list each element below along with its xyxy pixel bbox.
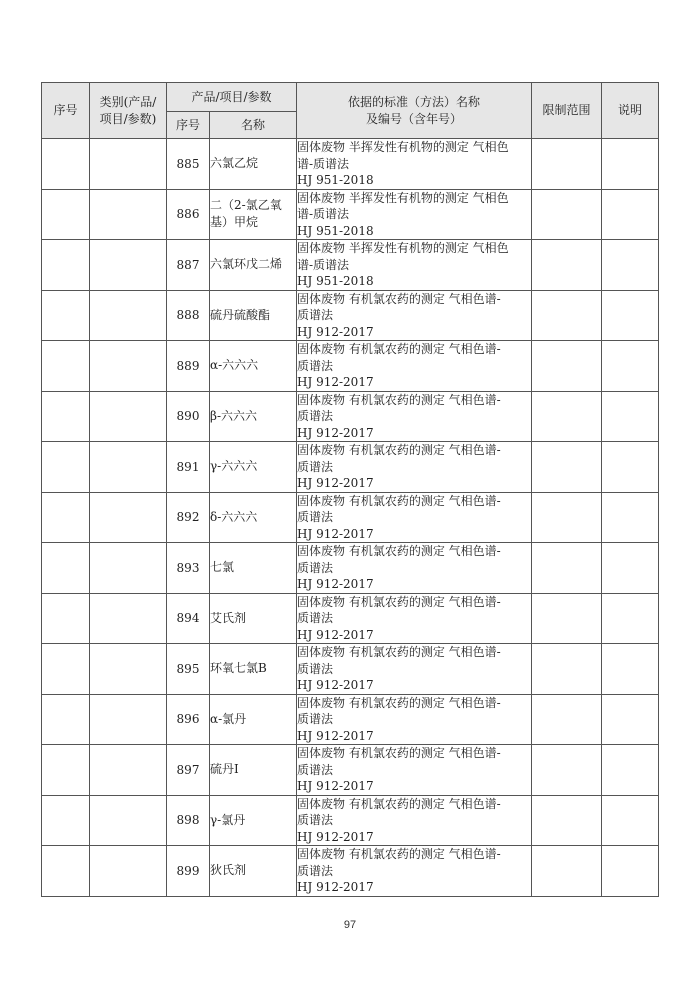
product-name-cell: 六氯乙烷 bbox=[210, 139, 297, 190]
header-product-seq: 序号 bbox=[167, 112, 210, 139]
note-cell bbox=[602, 189, 659, 240]
standard-cell bbox=[297, 240, 532, 291]
table-row bbox=[42, 543, 659, 594]
note-cell bbox=[602, 391, 659, 442]
seq-cell bbox=[42, 442, 90, 493]
product-no-cell: 894 bbox=[167, 593, 210, 644]
product-name-line1: 二（2-氯乙氧 bbox=[210, 198, 282, 213]
seq-cell bbox=[42, 543, 90, 594]
category-cell bbox=[90, 240, 167, 291]
note-cell bbox=[602, 644, 659, 695]
category-cell bbox=[90, 846, 167, 897]
seq-cell bbox=[42, 290, 90, 341]
standard-code: HJ 912-2017 bbox=[297, 728, 374, 743]
product-name-cell: 硫丹I bbox=[210, 745, 297, 796]
product-no-cell: 892 bbox=[167, 492, 210, 543]
header-category-line1: 类别(产品/ bbox=[99, 94, 157, 109]
limit-cell bbox=[532, 492, 602, 543]
header-category-line2: 项目/参数) bbox=[99, 111, 157, 126]
standard-title-line2: 质谱法 bbox=[297, 863, 334, 878]
standard-title-line2: 质谱法 bbox=[297, 560, 334, 575]
standard-title-line2: 质谱法 bbox=[297, 762, 334, 777]
product-no-cell: 888 bbox=[167, 290, 210, 341]
product-name-line2: 基）甲烷 bbox=[210, 215, 259, 230]
table-row bbox=[42, 139, 659, 190]
standard-cell bbox=[297, 593, 532, 644]
seq-cell bbox=[42, 644, 90, 695]
limit-cell bbox=[532, 189, 602, 240]
product-no-cell: 891 bbox=[167, 442, 210, 493]
limit-cell bbox=[532, 543, 602, 594]
standard-cell bbox=[297, 795, 532, 846]
standard-cell bbox=[297, 694, 532, 745]
limit-cell bbox=[532, 442, 602, 493]
product-no-cell: 895 bbox=[167, 644, 210, 695]
standard-title-line1: 固体废物 有机氯农药的测定 气相色谱- bbox=[297, 695, 501, 710]
note-cell bbox=[602, 745, 659, 796]
table-row bbox=[42, 189, 659, 240]
standard-code: HJ 951-2018 bbox=[297, 274, 374, 288]
standard-code: HJ 912-2017 bbox=[297, 627, 374, 642]
limit-cell bbox=[532, 240, 602, 291]
table-row bbox=[42, 593, 659, 644]
table-row bbox=[42, 846, 659, 897]
category-cell bbox=[90, 341, 167, 392]
product-name-cell bbox=[210, 189, 297, 240]
header-note: 说明 bbox=[602, 83, 659, 139]
table-row bbox=[42, 391, 659, 442]
product-no-cell: 887 bbox=[167, 240, 210, 291]
product-no-cell: 889 bbox=[167, 341, 210, 392]
limit-cell bbox=[532, 391, 602, 442]
seq-cell bbox=[42, 139, 90, 190]
standard-title-line2: 质谱法 bbox=[297, 510, 334, 524]
standard-title-line2: 质谱法 bbox=[297, 712, 334, 726]
product-name-cell: α-六六六 bbox=[210, 341, 297, 392]
note-cell bbox=[602, 442, 659, 493]
standard-title-line1: 固体废物 有机氯农药的测定 气相色谱- bbox=[297, 443, 501, 457]
standard-title-line1: 固体废物 有机氯农药的测定 气相色谱- bbox=[297, 544, 501, 558]
table-body bbox=[42, 139, 659, 897]
product-name-cell: 狄氏剂 bbox=[210, 846, 297, 897]
seq-cell bbox=[42, 694, 90, 745]
note-cell bbox=[602, 240, 659, 291]
table-row bbox=[42, 341, 659, 392]
standard-title-line1: 固体废物 有机氯农药的测定 气相色谱- bbox=[297, 392, 501, 407]
standard-title-line1: 固体废物 有机氯农药的测定 气相色谱- bbox=[297, 847, 501, 861]
note-cell bbox=[602, 139, 659, 190]
category-cell bbox=[90, 139, 167, 190]
product-name-cell: 六氯环戊二烯 bbox=[210, 240, 297, 291]
limit-cell bbox=[532, 644, 602, 695]
standard-code: HJ 912-2017 bbox=[297, 829, 374, 844]
standard-title-line2: 谱-质谱法 bbox=[297, 207, 350, 221]
standard-title-line2: 质谱法 bbox=[297, 813, 334, 827]
standard-cell bbox=[297, 492, 532, 543]
limit-cell bbox=[532, 139, 602, 190]
table-row bbox=[42, 240, 659, 291]
note-cell bbox=[602, 290, 659, 341]
standard-title-line1: 固体废物 有机氯农药的测定 气相色谱- bbox=[297, 493, 501, 508]
header-standard-line1: 依据的标准（方法）名称 bbox=[347, 94, 480, 109]
category-cell bbox=[90, 644, 167, 695]
limit-cell bbox=[532, 745, 602, 796]
note-cell bbox=[602, 341, 659, 392]
product-no-cell: 893 bbox=[167, 543, 210, 594]
standard-title-line1: 固体废物 有机氯农药的测定 气相色谱- bbox=[297, 796, 501, 811]
standard-code: HJ 912-2017 bbox=[297, 577, 374, 591]
product-name-cell: 艾氏剂 bbox=[210, 593, 297, 644]
standard-cell bbox=[297, 189, 532, 240]
product-no-cell: 886 bbox=[167, 189, 210, 240]
product-no-cell: 897 bbox=[167, 745, 210, 796]
seq-cell bbox=[42, 745, 90, 796]
header-seq: 序号 bbox=[42, 83, 90, 139]
header-category bbox=[90, 83, 167, 139]
standard-title-line2: 质谱法 bbox=[297, 459, 334, 474]
standard-code: HJ 912-2017 bbox=[297, 779, 374, 793]
product-no-cell: 885 bbox=[167, 139, 210, 190]
product-name-cell: γ-六六六 bbox=[210, 442, 297, 493]
standard-cell bbox=[297, 644, 532, 695]
standard-title-line2: 谱-质谱法 bbox=[297, 257, 350, 272]
table-row bbox=[42, 644, 659, 695]
product-name-cell: α-氯丹 bbox=[210, 694, 297, 745]
seq-cell bbox=[42, 341, 90, 392]
product-no-cell: 896 bbox=[167, 694, 210, 745]
category-cell bbox=[90, 492, 167, 543]
table-row bbox=[42, 492, 659, 543]
standard-title-line1: 固体废物 有机氯农药的测定 气相色谱- bbox=[297, 342, 501, 356]
limit-cell bbox=[532, 846, 602, 897]
category-cell bbox=[90, 442, 167, 493]
standard-cell bbox=[297, 391, 532, 442]
category-cell bbox=[90, 290, 167, 341]
standard-cell bbox=[297, 139, 532, 190]
standards-table bbox=[41, 82, 659, 897]
standard-code: HJ 912-2017 bbox=[297, 425, 374, 440]
standard-code: HJ 912-2017 bbox=[297, 375, 374, 389]
product-name-cell: 环氧七氯B bbox=[210, 644, 297, 695]
note-cell bbox=[602, 593, 659, 644]
table-row bbox=[42, 290, 659, 341]
standard-title-line1: 固体废物 有机氯农药的测定 气相色谱- bbox=[297, 291, 501, 306]
standard-cell bbox=[297, 290, 532, 341]
standard-title-line1: 固体废物 半挥发性有机物的测定 气相色 bbox=[297, 140, 509, 154]
category-cell bbox=[90, 543, 167, 594]
seq-cell bbox=[42, 492, 90, 543]
category-cell bbox=[90, 694, 167, 745]
category-cell bbox=[90, 189, 167, 240]
seq-cell bbox=[42, 189, 90, 240]
standard-code: HJ 912-2017 bbox=[297, 880, 374, 894]
standard-code: HJ 912-2017 bbox=[297, 678, 374, 692]
page-number: 97 bbox=[343, 919, 357, 931]
header-standard bbox=[297, 83, 532, 139]
seq-cell bbox=[42, 846, 90, 897]
header-product-name: 名称 bbox=[210, 112, 297, 139]
limit-cell bbox=[532, 290, 602, 341]
standard-title-line1: 固体废物 有机氯农药的测定 气相色谱- bbox=[297, 746, 501, 760]
standard-cell bbox=[297, 543, 532, 594]
limit-cell bbox=[532, 795, 602, 846]
standard-title-line2: 质谱法 bbox=[297, 611, 334, 625]
standard-code: HJ 912-2017 bbox=[297, 526, 374, 541]
note-cell bbox=[602, 846, 659, 897]
product-name-cell: 七氯 bbox=[210, 543, 297, 594]
standard-title-line1: 固体废物 半挥发性有机物的测定 气相色 bbox=[297, 241, 509, 255]
standard-title-line1: 固体废物 半挥发性有机物的测定 气相色 bbox=[297, 190, 509, 205]
category-cell bbox=[90, 391, 167, 442]
header-product-group: 产品/项目/参数 bbox=[167, 83, 297, 112]
standard-cell bbox=[297, 442, 532, 493]
product-no-cell: 898 bbox=[167, 795, 210, 846]
table-row bbox=[42, 795, 659, 846]
standard-title-line2: 质谱法 bbox=[297, 409, 334, 423]
standard-title-line2: 质谱法 bbox=[297, 358, 334, 373]
limit-cell bbox=[532, 593, 602, 644]
table-row bbox=[42, 694, 659, 745]
limit-cell bbox=[532, 341, 602, 392]
table-row bbox=[42, 745, 659, 796]
standard-code: HJ 951-2018 bbox=[297, 173, 374, 187]
seq-cell bbox=[42, 240, 90, 291]
standard-title-line1: 固体废物 有机氯农药的测定 气相色谱- bbox=[297, 645, 501, 659]
table-header bbox=[42, 83, 659, 139]
standard-cell bbox=[297, 341, 532, 392]
category-cell bbox=[90, 593, 167, 644]
note-cell bbox=[602, 492, 659, 543]
note-cell bbox=[602, 795, 659, 846]
seq-cell bbox=[42, 593, 90, 644]
product-name-cell: γ-氯丹 bbox=[210, 795, 297, 846]
standard-cell bbox=[297, 846, 532, 897]
standard-title-line2: 质谱法 bbox=[297, 661, 334, 676]
header-standard-line2: 及编号（含年号） bbox=[365, 111, 462, 126]
note-cell bbox=[602, 694, 659, 745]
standard-code: HJ 912-2017 bbox=[297, 476, 374, 490]
standard-title-line2: 谱-质谱法 bbox=[297, 156, 350, 171]
product-name-cell: δ-六六六 bbox=[210, 492, 297, 543]
product-name-cell: β-六六六 bbox=[210, 391, 297, 442]
standard-title-line2: 质谱法 bbox=[297, 308, 334, 322]
category-cell bbox=[90, 745, 167, 796]
product-no-cell: 890 bbox=[167, 391, 210, 442]
table-row bbox=[42, 442, 659, 493]
product-name-cell: 硫丹硫酸酯 bbox=[210, 290, 297, 341]
standard-code: HJ 912-2017 bbox=[297, 324, 374, 339]
limit-cell bbox=[532, 694, 602, 745]
category-cell bbox=[90, 795, 167, 846]
note-cell bbox=[602, 543, 659, 594]
header-limit: 限制范围 bbox=[532, 83, 602, 139]
seq-cell bbox=[42, 795, 90, 846]
product-no-cell: 899 bbox=[167, 846, 210, 897]
standard-code: HJ 951-2018 bbox=[297, 223, 374, 238]
standard-cell bbox=[297, 745, 532, 796]
seq-cell bbox=[42, 391, 90, 442]
standard-title-line1: 固体废物 有机氯农药的测定 气相色谱- bbox=[297, 594, 501, 609]
